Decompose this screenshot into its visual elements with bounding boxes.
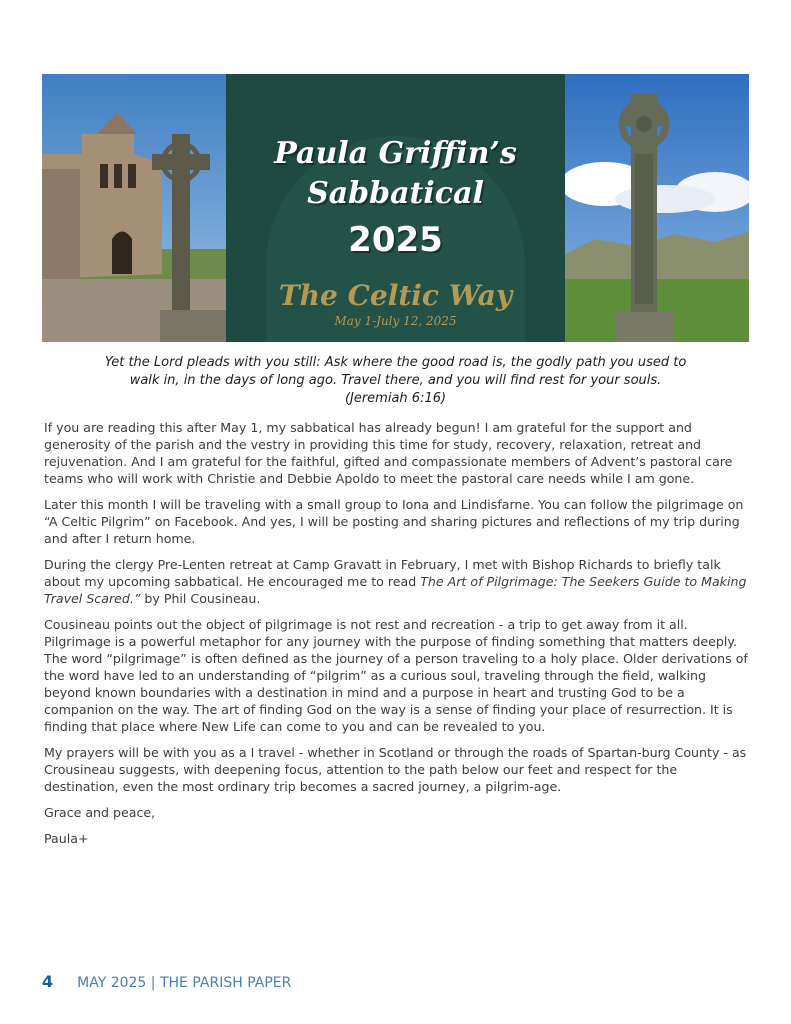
scripture-reference: (Jeremiah 6:16)	[344, 391, 447, 406]
issue-date: MAY 2025	[77, 975, 147, 991]
sabbatical-banner	[42, 74, 749, 342]
book-author: by Phil Cousineau.	[140, 591, 261, 606]
paragraph-bishop-recommendation	[44, 556, 748, 607]
abbey-and-celtic-cross-photo	[42, 74, 226, 342]
banner-subtitle: The Celtic Way	[278, 279, 513, 312]
footer-separator: |	[150, 975, 156, 991]
paragraph-travel-plans: Later this month I will be traveling with a small group to Iona and Lindisfarne. You can follow the pilgrimage on “A Celtic Pilgrim” on Facebook. And yes, I will be posting and sharing pictures and reflections of my trip during and after I return home.	[44, 497, 744, 546]
paragraph-bishop-text: During the clergy Pre-Lenten retreat at Camp Gravatt in February, I met with Bishop Richards to briefly talk about my upcoming sabbatical. He encouraged me to read	[44, 557, 721, 589]
page-footer	[42, 972, 291, 991]
paragraph-prayers: My prayers will be with you as a I travel - whether in Scotland or through the roads of Spartan-burg County - as Crousineau suggests, with deepening focus, attention to the path below our feet and respect for the destination, even the most ordinary trip becomes a sacred journey, a pilgrim-age.	[44, 745, 747, 794]
page-number: 4	[42, 972, 54, 991]
article-body	[44, 419, 748, 856]
title-panel	[226, 74, 565, 342]
banner-title-line1: Paula Griffin’s	[274, 136, 517, 171]
publication-name: THE PARISH PAPER	[159, 975, 292, 991]
signature: Paula+	[44, 831, 89, 846]
banner-title-year: 2025	[348, 220, 443, 260]
banner-dates: May 1-July 12, 2025	[334, 314, 457, 328]
scripture-line1: Yet the Lord pleads with you still: Ask where the good road is, the godly path you used to	[104, 355, 687, 370]
paragraph-sabbatical-begun: If you are reading this after May 1, my sabbatical has already begun! I am grateful for the support and generosity of the parish and the vestry in providing this time for study, recovery, relaxation, retreat and rejuvenation. And I am grateful for the faithful, gifted and compassionate members of Advent’s pastoral care teams who will work with Christie and Debbie Apoldo to meet the pastoral care needs while I am gone.	[44, 420, 733, 486]
closing-line: Grace and peace,	[44, 805, 156, 820]
scripture-line2: walk in, in the days of long ago. Travel there, and you will find rest for your souls.	[129, 373, 662, 388]
banner-title-line2: Sabbatical	[307, 176, 484, 211]
scripture-quote	[42, 354, 749, 408]
paragraph-pilgrimage-meaning: Cousineau points out the object of pilgrimage is not rest and recreation - a trip to get away from it all. Pilgrimage is a powerful metaphor for any journey with the purpose of finding something that matters deeply. The word “pilgrimage” is often defined as the journey of a person traveling to a holy place. Older derivations of the word have led to an understanding of “pilgrim” as a curious soul, traveling through the field, walking beyond known boundaries with a destination in mind and a purpose in heart and trusting God to be a companion on the way. The art of finding God on the way is a sense of finding your place of resurrection. It is finding that place where New Life can come to you and can be revealed to you.	[44, 617, 748, 734]
book-title: The Art of Pilgrimage: The Seekers Guide to Making Travel Scared.”	[44, 574, 747, 606]
celtic-cross-landscape-photo	[565, 74, 749, 342]
